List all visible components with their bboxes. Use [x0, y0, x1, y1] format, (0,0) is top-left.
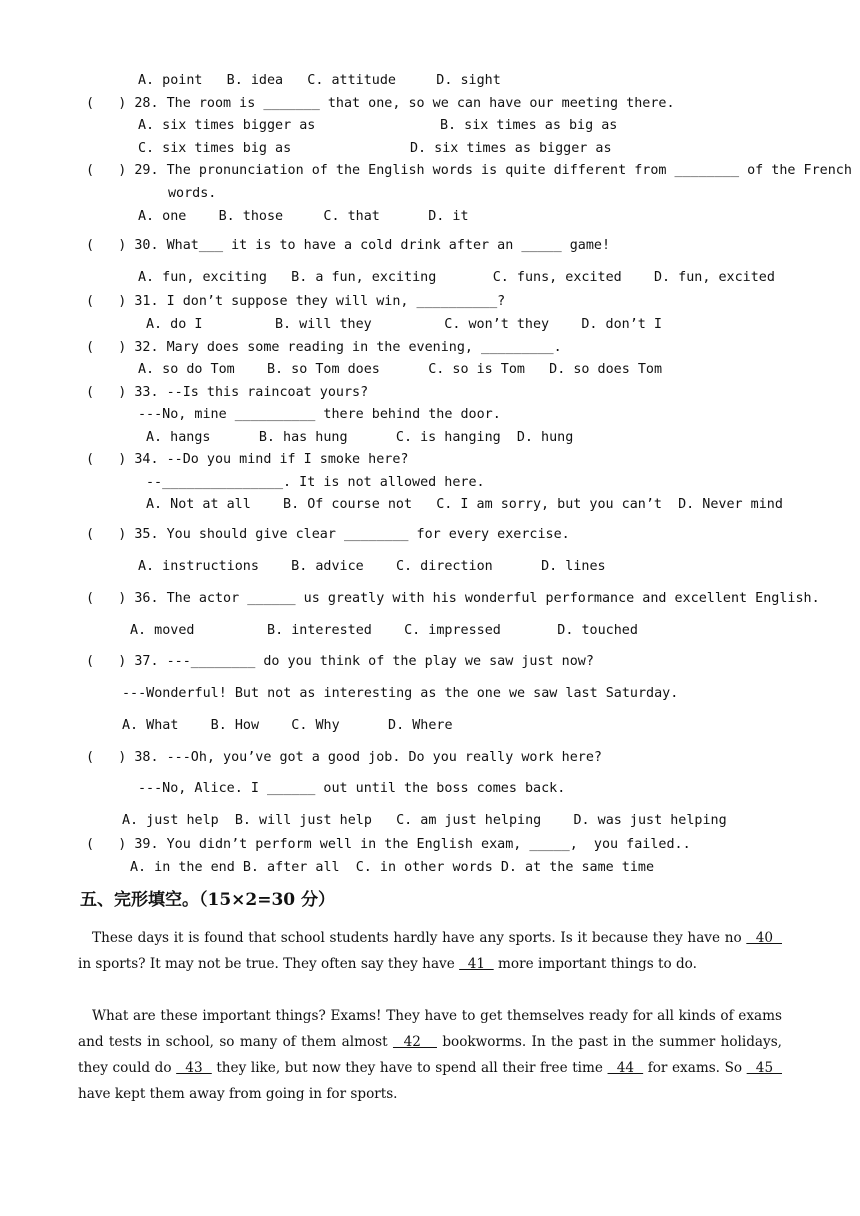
- q38-options: A. just help B. will just help C. am just helping D. was just helping: [122, 813, 727, 828]
- q36-options: A. moved B. interested C. impressed D. touched: [130, 623, 638, 638]
- q27-options: A. point B. idea C. attitude D. sight: [138, 73, 501, 88]
- cloze-paragraph-2: [78, 1003, 782, 1107]
- q35-stem: ( ) 35. You should give clear ________ for every exercise.: [86, 527, 570, 542]
- q37-stem: ( ) 37. ---________ do you think of the play we saw just now?: [86, 654, 594, 669]
- q35-options: A. instructions B. advice C. direction D. lines: [138, 559, 606, 574]
- q34-reply: --_______________. It is not allowed here.: [146, 475, 485, 490]
- p2-text-d: for exams. So: [647, 1060, 743, 1076]
- q28-option-d: D. six times as bigger as: [410, 141, 612, 156]
- q29-options: A. one B. those C. that D. it: [138, 209, 469, 224]
- q38-reply: ---No, Alice. I ______ out until the boss comes back.: [138, 781, 566, 796]
- p2-text-a: What are these important things? Exams! They have to get themselves ready for all kinds of exams and tests in school, so many of them almost: [78, 1008, 782, 1050]
- q32-options: A. so do Tom B. so Tom does C. so is Tom D. so does Tom: [138, 362, 663, 377]
- q30-stem: ( ) 30. What___ it is to have a cold drink after an _____ game!: [86, 238, 611, 253]
- p1-text-c: more important things to do.: [498, 956, 697, 972]
- blank-40: 40: [746, 930, 782, 946]
- p2-text-e: have kept them away from going in for sports.: [78, 1086, 398, 1102]
- q39-stem: ( ) 39. You didn’t perform well in the English exam, _____, you failed..: [86, 837, 691, 852]
- blank-41: 41: [459, 956, 494, 972]
- q33-stem: ( ) 33. --Is this raincoat yours?: [86, 385, 369, 400]
- q39-options: A. in the end B. after all C. in other words D. at the same time: [130, 860, 655, 875]
- q38-stem: ( ) 38. ---Oh, you’ve got a good job. Do you really work here?: [86, 750, 602, 765]
- blank-43: 43: [176, 1060, 212, 1076]
- q37-reply: ---Wonderful! But not as interesting as the one we saw last Saturday.: [122, 686, 679, 701]
- p1-text-b: in sports? It may not be true. They often say they have: [78, 956, 455, 972]
- p2-text-b: bookworms. In the past in the summer holidays, they could do: [78, 1034, 782, 1076]
- q33-options: A. hangs B. has hung C. is hanging D. hung: [146, 430, 574, 445]
- p2-text-c: they like, but now they have to spend all their free time: [216, 1060, 603, 1076]
- q30-options: A. fun, exciting B. a fun, exciting C. funs, excited D. fun, excited: [138, 270, 775, 285]
- q28-option-a: A. six times bigger as: [138, 118, 316, 133]
- blank-45: 45: [746, 1060, 782, 1076]
- q28-option-b: B. six times as big as: [440, 118, 618, 133]
- q32-stem: ( ) 32. Mary does some reading in the evening, _________.: [86, 340, 562, 355]
- section-heading: 五、完形填空。（15×2=30 分）: [80, 890, 336, 910]
- q31-options: A. do I B. will they C. won’t they D. don’t I: [146, 317, 662, 332]
- q28-stem: ( ) 28. The room is _______ that one, so we can have our meeting there.: [86, 96, 675, 111]
- q29-stem: ( ) 29. The pronunciation of the English words is quite different from ________ of the French: [86, 163, 852, 178]
- q31-stem: ( ) 31. I don’t suppose they will win, __________?: [86, 294, 506, 309]
- q36-stem: ( ) 36. The actor ______ us greatly with his wonderful performance and excellent English.: [86, 591, 820, 606]
- blank-44: 44: [607, 1060, 644, 1076]
- blank-42: 42: [392, 1034, 437, 1050]
- q37-options: A. What B. How C. Why D. Where: [122, 718, 453, 733]
- q28-option-c: C. six times big as: [138, 141, 292, 156]
- q29-stem-continued: words.: [168, 186, 217, 201]
- q34-stem: ( ) 34. --Do you mind if I smoke here?: [86, 452, 409, 467]
- q33-reply: ---No, mine __________ there behind the door.: [138, 407, 501, 422]
- q34-options: A. Not at all B. Of course not C. I am sorry, but you can’t D. Never mind: [146, 497, 783, 512]
- cloze-paragraph-1: [78, 925, 782, 977]
- p1-text-a: These days it is found that school students hardly have any sports. Is it because they have no: [92, 930, 742, 946]
